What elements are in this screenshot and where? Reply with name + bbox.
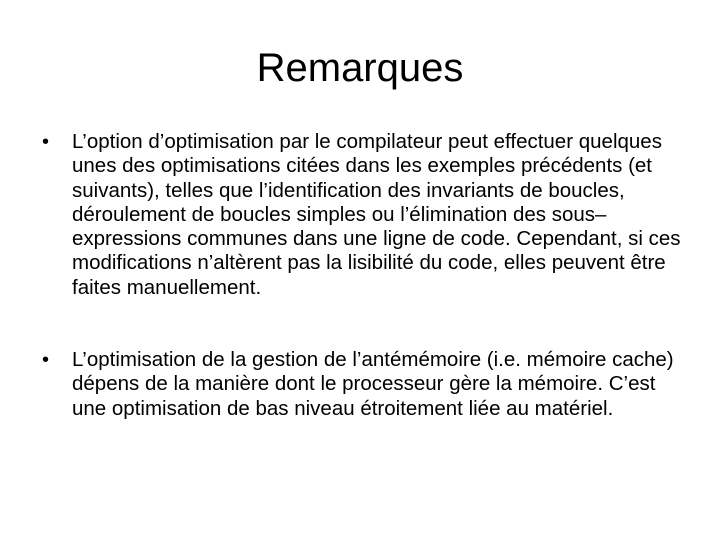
- bullet-item: [40, 348, 690, 421]
- bullet-list: [40, 130, 690, 469]
- bullet-marker: •: [42, 349, 50, 372]
- bullet-marker: •: [42, 131, 50, 153]
- bullet-item: [40, 130, 690, 300]
- slide-title: Remarques: [256, 46, 464, 90]
- bullet-text: L’option d’optimisation par le compilateur peut effectuer quelques unes des optimisations citées dans les exemples précédents (et suivants), telles que l’identification des invariants de boucles, déroulement de boucles simples ou l’élimination des sous–expressions communes dans une ligne de code. Cependant, si ces modifications n’altèrent pas la lisibilité du code, elles peuvent être faites manuellement.: [72, 130, 681, 299]
- bullet-text: L’optimisation de la gestion de l’antémémoire (i.e. mémoire cache) dépens de la manière dont le processeur gère la mémoire. C’est une optimisation de bas niveau étroitement liée au matériel.: [72, 348, 674, 420]
